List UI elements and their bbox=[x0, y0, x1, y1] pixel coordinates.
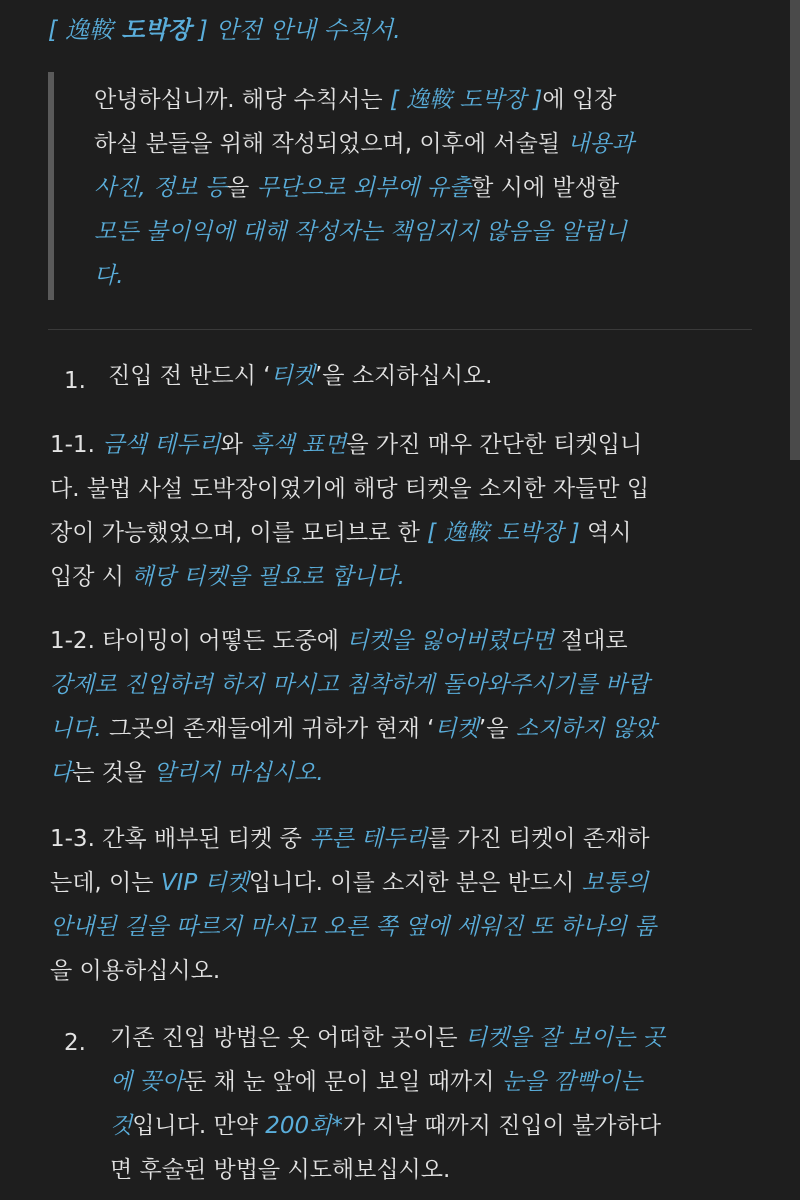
text-line bbox=[110, 1104, 760, 1148]
text-run: 둔 채 눈 앞에 문이 보일 때까지 bbox=[183, 1069, 502, 1095]
text-line: 면 후술된 방법을 시도해보십시오. bbox=[110, 1157, 451, 1183]
text-line bbox=[110, 1016, 760, 1060]
text-line bbox=[50, 555, 750, 599]
text-run: 역시 bbox=[579, 520, 632, 546]
text-run: 1-3. 간혹 배부된 티켓 중 bbox=[50, 826, 310, 852]
text-line bbox=[50, 751, 750, 795]
text-run: 입니다. 만약 bbox=[132, 1113, 266, 1139]
paragraph-1-2 bbox=[50, 619, 750, 795]
text-run: 티켓을 잃어버렸다면 bbox=[346, 628, 554, 654]
text-run: 해당 티켓을 필요로 합니다. bbox=[131, 564, 405, 590]
text-line bbox=[50, 511, 750, 555]
title-name-hanja: 逸鞍 bbox=[65, 16, 113, 44]
list-item-1 bbox=[108, 354, 492, 398]
text-run: 티켓 bbox=[270, 363, 315, 389]
document-title bbox=[48, 12, 401, 48]
text-run: 를 가진 티켓이 존재하 bbox=[427, 826, 650, 852]
title-name-korean: 도박장 bbox=[113, 16, 191, 44]
notice-line bbox=[94, 122, 734, 166]
text-run: 그곳의 존재들에게 귀하가 현재 ‘ bbox=[101, 716, 435, 742]
text-run: 티켓 bbox=[434, 716, 479, 742]
text-line bbox=[50, 619, 750, 663]
text-run: 에 입장 bbox=[542, 87, 617, 113]
text-run: 보통의 bbox=[581, 870, 649, 896]
text-run: 눈을 깜빡이는 bbox=[501, 1069, 643, 1095]
notice-line bbox=[94, 166, 734, 210]
text-run: 다 bbox=[50, 760, 73, 786]
text-run: 푸른 테두리 bbox=[309, 826, 428, 852]
text-run: 내용과 bbox=[567, 131, 634, 157]
text-run: VIP 티켓 bbox=[160, 870, 249, 896]
notice-text bbox=[94, 78, 734, 298]
text-run: ’을 bbox=[478, 716, 516, 742]
text-run: 할 시에 발생할 bbox=[471, 175, 620, 201]
list-number-1: 1. bbox=[64, 368, 86, 394]
text-run: 을 bbox=[227, 175, 257, 201]
text-line bbox=[50, 423, 750, 467]
list-number-2: 2. bbox=[64, 1030, 86, 1056]
text-run: 알리지 마십시오. bbox=[153, 760, 324, 786]
text-run: 는데, 이는 bbox=[50, 870, 161, 896]
text-line: 강제로 진입하려 하지 마시고 침착하게 돌아와주시기를 바랍 bbox=[50, 672, 650, 698]
scrollbar[interactable] bbox=[790, 0, 800, 460]
text-line bbox=[50, 817, 750, 861]
text-run: 1-2. 타이밍이 어떻든 도중에 bbox=[50, 628, 347, 654]
text-run: 흑색 표면 bbox=[250, 432, 347, 458]
text-run: [ 逸鞍 도박장 ] bbox=[427, 520, 580, 546]
title-bracket-open: [ bbox=[48, 16, 65, 44]
text-line bbox=[50, 861, 750, 905]
text-run: 입장 시 bbox=[50, 564, 132, 590]
horizontal-divider bbox=[48, 329, 752, 330]
text-run: 안녕하십니까. 해당 수칙서는 bbox=[94, 87, 390, 113]
text-line bbox=[50, 707, 750, 751]
text-run: 가 지날 때까지 진입이 불가하다 bbox=[342, 1113, 661, 1139]
list-item-2 bbox=[110, 1016, 760, 1192]
text-run: 200회* bbox=[265, 1113, 343, 1139]
paragraph-1-1 bbox=[50, 423, 750, 599]
text-run: 을 가진 매우 간단한 티켓입니 bbox=[346, 432, 643, 458]
text-line: 을 이용하십시오. bbox=[50, 958, 221, 984]
text-line bbox=[110, 1060, 760, 1104]
text-run: 진입 전 반드시 ‘ bbox=[108, 363, 271, 389]
text-run: 는 것을 bbox=[72, 760, 154, 786]
text-line: 다. 불법 사설 도박장이였기에 해당 티켓을 소지한 자들만 입 bbox=[50, 476, 650, 502]
text-run: 기존 진입 방법은 옷 어떠한 곳이든 bbox=[110, 1025, 465, 1051]
text-run: 니다. bbox=[50, 716, 102, 742]
text-run: 하실 분들을 위해 작성되었으며, 이후에 서술될 bbox=[94, 131, 568, 157]
text-run: 티켓을 잘 보이는 곳 bbox=[464, 1025, 665, 1051]
text-run: 장이 가능했었으며, 이를 모티브로 한 bbox=[50, 520, 428, 546]
title-suffix: ] 안전 안내 수칙서. bbox=[190, 16, 401, 44]
text-run: [ 逸鞍 도박장 ] bbox=[389, 87, 543, 113]
text-run: ’을 소지하십시오. bbox=[315, 363, 493, 389]
notice-blockquote bbox=[48, 72, 728, 300]
text-run: 절대로 bbox=[553, 628, 628, 654]
text-run: 입니다. 이를 소지한 분은 반드시 bbox=[248, 870, 582, 896]
notice-line bbox=[94, 78, 734, 122]
text-line: 안내된 길을 따르지 마시고 오른 쪽 옆에 세워진 또 하나의 룸 bbox=[50, 914, 657, 940]
notice-line: 다. bbox=[94, 263, 124, 289]
notice-line: 모든 불이익에 대해 작성자는 책임지지 않음을 알립니 bbox=[94, 219, 627, 245]
text-run: 와 bbox=[220, 432, 251, 458]
text-run: 무단으로 외부에 유출 bbox=[256, 175, 472, 201]
text-run: 사진, 정보 등 bbox=[94, 175, 228, 201]
text-run: 금색 테두리 bbox=[102, 432, 221, 458]
text-run: 것 bbox=[110, 1113, 133, 1139]
text-run: 에 꽂아 bbox=[110, 1069, 184, 1095]
text-run: 소지하지 않았 bbox=[515, 716, 657, 742]
text-run: 1-1. bbox=[50, 432, 103, 458]
paragraph-1-3 bbox=[50, 817, 750, 993]
